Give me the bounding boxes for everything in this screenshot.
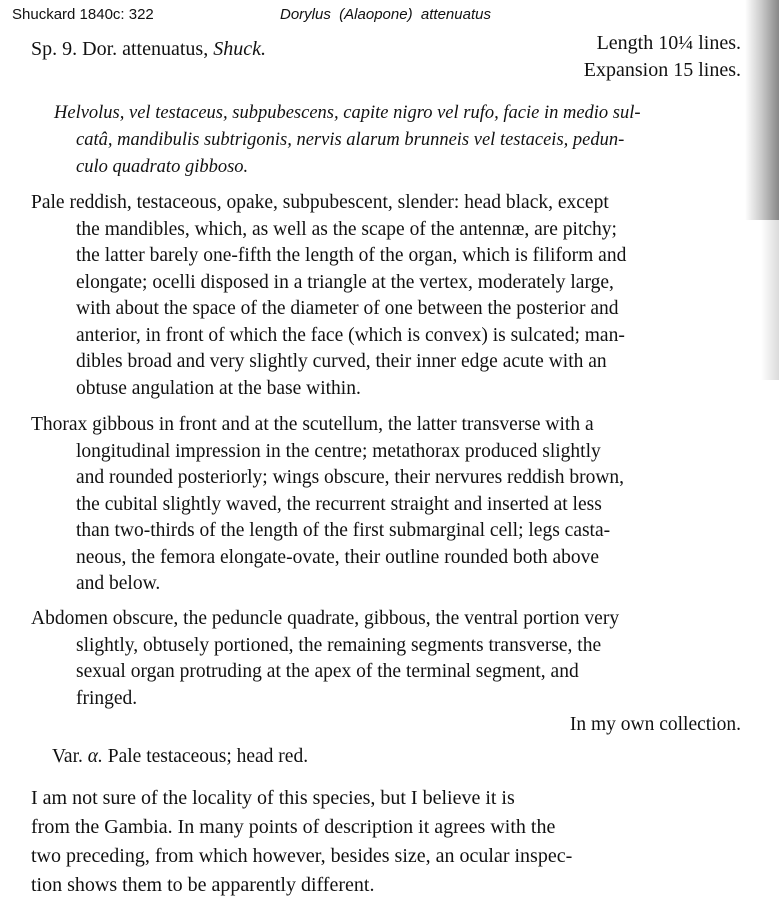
text-line: tion shows them to be apparently different.	[31, 874, 375, 896]
taxon-label: Dorylus (Alaopone) attenuatus	[280, 6, 491, 23]
measurements	[584, 30, 741, 84]
citation-label: Shuckard 1840c: 322	[12, 6, 154, 23]
variety-line	[52, 746, 308, 768]
text-line: obtuse angulation at the base within.	[76, 377, 361, 399]
text-line: fringed.	[76, 687, 138, 709]
head-description	[31, 190, 743, 402]
text-line: from the Gambia. In many points of description it agrees with the	[31, 816, 556, 838]
text-line: sexual organ protruding at the apex of the terminal segment, and	[76, 661, 579, 682]
text-line: anterior, in front of which the face (which is convex) is sulcated; man-	[76, 324, 625, 346]
text-line: neous, the femora elongate-ovate, their outline rounded both above	[76, 546, 600, 568]
latin-description	[54, 100, 744, 181]
latin-line: Helvolus, vel testaceus, subpubescens, capite nigro vel rufo, facie in medio sul-	[54, 103, 641, 123]
thorax-description	[31, 412, 743, 598]
abdomen-description	[31, 606, 743, 712]
species-number: Sp. 9.	[31, 38, 78, 60]
text-line: and below.	[76, 573, 161, 594]
species-author: Shuck.	[213, 38, 266, 60]
latin-line: catâ, mandibulis subtrigonis, nervis alarum brunneis vel testaceis, pedun-	[76, 130, 625, 150]
text-line: dibles broad and very slightly curved, their inner edge acute with an	[76, 351, 607, 372]
page-scan-shadow	[745, 0, 779, 220]
variety-label: Var.	[52, 746, 83, 767]
text-line: Pale reddish, testaceous, opake, subpubescent, slender: head black, except	[31, 192, 609, 213]
variety-letter: α.	[87, 746, 103, 767]
collection-note: In my own collection.	[569, 714, 741, 735]
text-line: the mandibles, which, as well as the scape of the antennæ, are pitchy;	[76, 218, 617, 240]
species-heading	[31, 38, 266, 61]
latin-line: culo quadrato gibboso.	[76, 157, 249, 177]
text-line: slightly, obtusely portioned, the remaining segments transverse, the	[76, 634, 602, 656]
text-line: than two-thirds of the length of the first submarginal cell; legs casta-	[76, 520, 611, 541]
text-line: longitudinal impression in the centre; metathorax produced slightly	[76, 440, 601, 462]
text-line: Thorax gibbous in front and at the scutellum, the latter transverse with a	[31, 414, 594, 435]
text-line: Abdomen obscure, the peduncle quadrate, gibbous, the ventral portion very	[31, 608, 620, 629]
variety-text: Pale testaceous; head red.	[107, 746, 309, 767]
species-name: Dor. attenuatus,	[82, 38, 209, 60]
page-scan-shadow-lower	[761, 220, 779, 380]
expansion-measure: Expansion 15 lines.	[583, 59, 741, 81]
text-line: and rounded posteriorly; wings obscure, their nervures reddish brown,	[76, 467, 625, 488]
text-line: two preceding, from which however, besides size, an ocular inspec-	[31, 845, 573, 867]
text-line: with about the space of the diameter of one between the posterior and	[76, 298, 619, 319]
text-line: the cubital slightly waved, the recurrent straight and inserted at less	[76, 493, 602, 515]
text-line: the latter barely one-fifth the length of the organ, which is filiform and	[76, 245, 627, 266]
locality-note	[31, 784, 743, 900]
text-line: I am not sure of the locality of this species, but I believe it is	[31, 787, 515, 809]
text-line: elongate; ocelli disposed in a triangle at the vertex, moderately large,	[76, 271, 614, 293]
length-measure: Length 10¼ lines.	[596, 32, 741, 54]
